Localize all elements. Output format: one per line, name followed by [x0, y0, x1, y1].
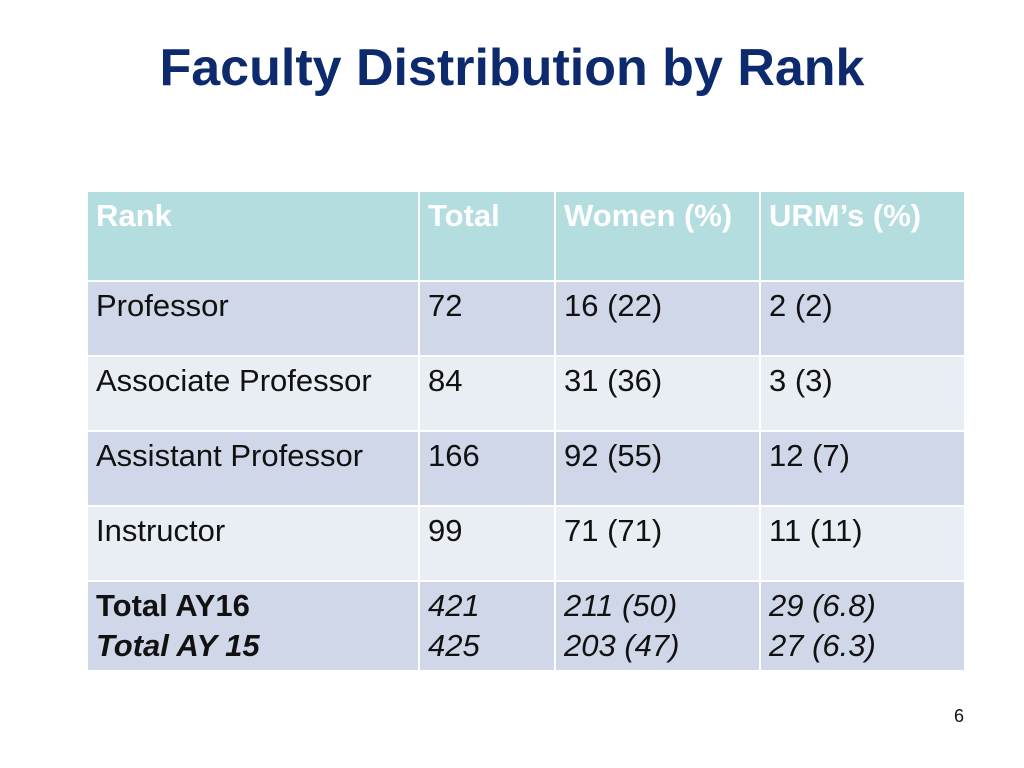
cell-rank: Assistant Professor [87, 431, 419, 506]
header-total: Total [419, 191, 555, 281]
table-header-row [87, 191, 965, 281]
cell-total: 166 [419, 431, 555, 506]
cell-total: 99 [419, 506, 555, 581]
cell-women: 92 (55) [555, 431, 760, 506]
cell-urm: 12 (7) [760, 431, 965, 506]
cell-total: 72 [419, 281, 555, 356]
header-women: Women (%) [555, 191, 760, 281]
cell-rank: Instructor [87, 506, 419, 581]
faculty-table-container [86, 190, 964, 672]
total-ay15-value: 425 [428, 628, 480, 663]
page-number: 6 [953, 706, 964, 726]
table-row [87, 356, 965, 431]
cell-totals-total [419, 581, 555, 671]
cell-women: 31 (36) [555, 356, 760, 431]
table-row [87, 506, 965, 581]
cell-totals-urm [760, 581, 965, 671]
table-row [87, 281, 965, 356]
cell-rank: Associate Professor [87, 356, 419, 431]
slide-title: Faculty Distribution by Rank [159, 39, 865, 97]
cell-total: 84 [419, 356, 555, 431]
women-ay16-value: 211 (50) [564, 588, 678, 623]
cell-women: 71 (71) [555, 506, 760, 581]
table-row [87, 431, 965, 506]
header-rank: Rank [87, 191, 419, 281]
header-urm: URM’s (%) [760, 191, 965, 281]
urm-ay15-value: 27 (6.3) [769, 628, 876, 663]
cell-urm: 3 (3) [760, 356, 965, 431]
cell-women: 16 (22) [555, 281, 760, 356]
totals-row [87, 581, 965, 671]
women-ay15-value: 203 (47) [564, 628, 680, 663]
total-ay16-value: 421 [428, 588, 480, 623]
cell-totals-women [555, 581, 760, 671]
cell-urm: 2 (2) [760, 281, 965, 356]
urm-ay16-value: 29 (6.8) [769, 588, 876, 623]
total-ay16-label: Total AY16 [96, 588, 250, 623]
cell-totals-label [87, 581, 419, 671]
cell-urm: 11 (11) [760, 506, 965, 581]
cell-rank: Professor [87, 281, 419, 356]
total-ay15-label: Total AY 15 [96, 628, 260, 663]
faculty-table [86, 190, 966, 672]
